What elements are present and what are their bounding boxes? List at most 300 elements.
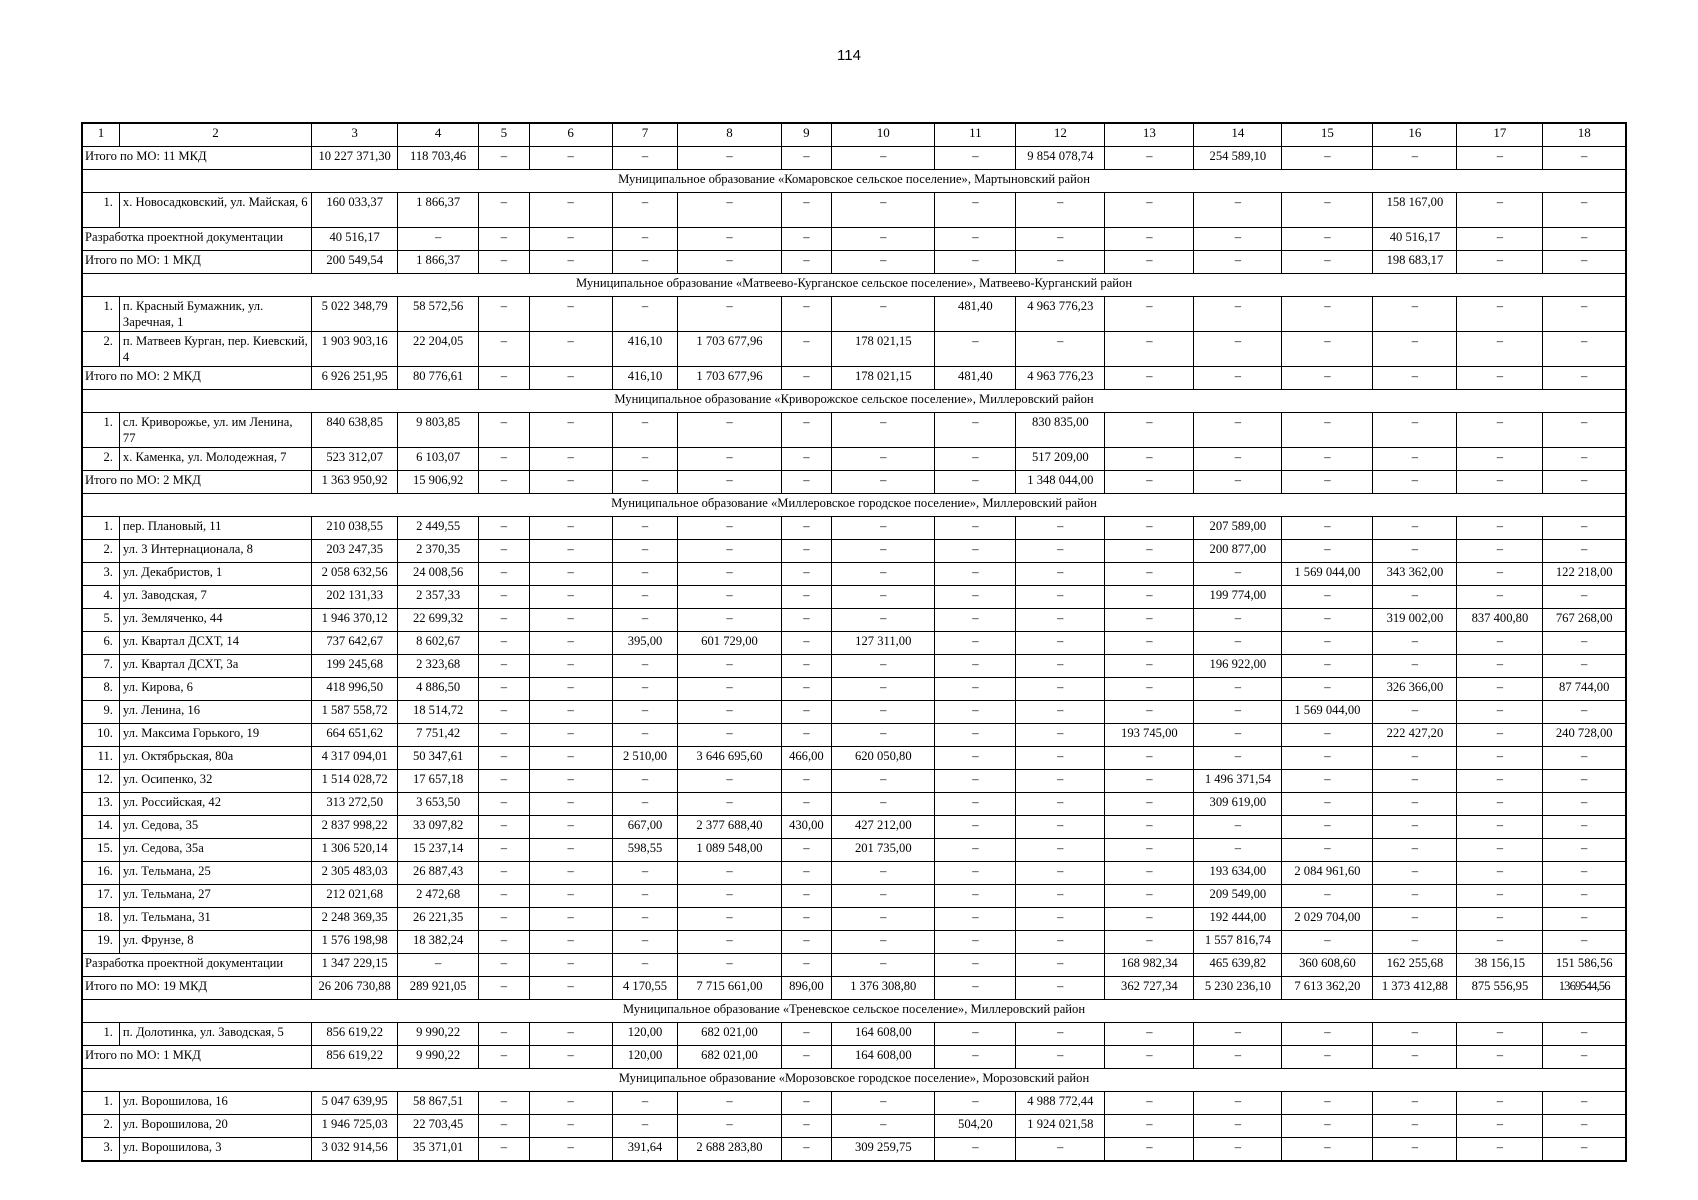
value-cell: – [935, 793, 1016, 816]
value-cell: – [1016, 747, 1105, 770]
value-cell: – [529, 1046, 612, 1069]
total-row [82, 977, 1626, 1000]
value-cell: – [1457, 563, 1543, 586]
value-cell: 2 058 632,56 [312, 563, 398, 586]
value-cell: – [479, 540, 530, 563]
value-cell: – [1282, 448, 1373, 471]
value-cell: – [529, 885, 612, 908]
value-cell: – [612, 448, 678, 471]
value-cell: – [479, 193, 530, 228]
column-number-cell: 4 [398, 123, 479, 147]
value-cell: – [935, 1138, 1016, 1162]
value-cell: – [1194, 609, 1282, 632]
total-row [82, 1046, 1626, 1069]
value-cell: – [935, 228, 1016, 251]
value-cell: – [479, 471, 530, 494]
value-cell: – [781, 540, 832, 563]
value-cell: – [529, 471, 612, 494]
value-cell: – [1194, 1046, 1282, 1069]
value-cell: – [832, 885, 935, 908]
value-cell: – [479, 1092, 530, 1115]
table-row [82, 586, 1626, 609]
row-number: 2. [82, 332, 119, 367]
value-cell: – [612, 885, 678, 908]
value-cell: – [935, 517, 1016, 540]
value-cell: – [1105, 632, 1194, 655]
value-cell: 767 268,00 [1543, 609, 1626, 632]
row-number: 1. [82, 297, 119, 332]
value-cell: – [1457, 816, 1543, 839]
value-cell: 2 029 704,00 [1282, 908, 1373, 931]
value-cell: – [1543, 908, 1626, 931]
value-cell: – [832, 586, 935, 609]
value-cell: – [781, 586, 832, 609]
table-row [82, 609, 1626, 632]
value-cell: 430,00 [781, 816, 832, 839]
value-cell: – [1543, 839, 1626, 862]
address-cell: ул. Седова, 35 [119, 816, 311, 839]
value-cell: – [479, 954, 530, 977]
column-number-cell: 13 [1105, 123, 1194, 147]
value-cell: – [1373, 586, 1457, 609]
row-number: 19. [82, 931, 119, 954]
value-cell: – [832, 540, 935, 563]
value-cell: – [529, 228, 612, 251]
value-cell: – [832, 193, 935, 228]
value-cell: – [529, 540, 612, 563]
value-cell: 601 729,00 [678, 632, 781, 655]
value-cell: – [529, 413, 612, 448]
value-cell: 1 569 044,00 [1282, 701, 1373, 724]
row-number: 1. [82, 1023, 119, 1046]
value-cell: – [1543, 793, 1626, 816]
column-number-cell: 7 [612, 123, 678, 147]
value-cell: 289 921,05 [398, 977, 479, 1000]
value-cell: – [781, 1138, 832, 1162]
value-cell: – [832, 413, 935, 448]
value-cell: 466,00 [781, 747, 832, 770]
value-cell: – [1016, 632, 1105, 655]
row-number: 13. [82, 793, 119, 816]
value-cell: 362 727,34 [1105, 977, 1194, 1000]
total-label: Итого по МО: 19 МКД [82, 977, 312, 1000]
value-cell: – [1282, 1023, 1373, 1046]
value-cell: 1 347 229,15 [312, 954, 398, 977]
address-cell: п. Долотинка, ул. Заводская, 5 [119, 1023, 311, 1046]
value-cell: – [1282, 839, 1373, 862]
value-cell: – [1457, 517, 1543, 540]
value-cell: – [1194, 251, 1282, 274]
value-cell: 200 549,54 [312, 251, 398, 274]
value-cell: – [1543, 586, 1626, 609]
table-row [82, 655, 1626, 678]
value-cell: 18 514,72 [398, 701, 479, 724]
value-cell: – [1373, 885, 1457, 908]
value-cell: – [1194, 471, 1282, 494]
address-cell: ул. Седова, 35а [119, 839, 311, 862]
value-cell: 2 305 483,03 [312, 862, 398, 885]
section-title: Муниципальное образование «Криворожское сельское поселение», Миллеровский район [82, 390, 1626, 413]
row-number: 14. [82, 816, 119, 839]
value-cell: 427 212,00 [832, 816, 935, 839]
value-cell: – [935, 413, 1016, 448]
value-cell: – [935, 655, 1016, 678]
value-cell: – [1373, 816, 1457, 839]
value-cell: – [1373, 793, 1457, 816]
value-cell: – [1282, 471, 1373, 494]
value-cell: – [1457, 655, 1543, 678]
value-cell: 1 348 044,00 [1016, 471, 1105, 494]
value-cell: – [1194, 1115, 1282, 1138]
value-cell: – [1543, 747, 1626, 770]
value-cell: 120,00 [612, 1023, 678, 1046]
value-cell: – [1105, 908, 1194, 931]
value-cell: – [935, 862, 1016, 885]
value-cell: 875 556,95 [1457, 977, 1543, 1000]
value-cell: – [1016, 816, 1105, 839]
value-cell: – [1457, 297, 1543, 332]
value-cell: – [1457, 193, 1543, 228]
column-number-cell: 8 [678, 123, 781, 147]
value-cell: 517 209,00 [1016, 448, 1105, 471]
value-cell: – [479, 228, 530, 251]
value-cell: – [781, 228, 832, 251]
value-cell: – [529, 609, 612, 632]
value-cell: – [1282, 793, 1373, 816]
value-cell: – [1105, 1023, 1194, 1046]
value-cell: 4 170,55 [612, 977, 678, 1000]
table-row [82, 747, 1626, 770]
value-cell: – [612, 1115, 678, 1138]
value-cell: – [678, 655, 781, 678]
value-cell: 1 306 520,14 [312, 839, 398, 862]
value-cell: 22 204,05 [398, 332, 479, 367]
value-cell: – [1282, 147, 1373, 170]
value-cell: 26 206 730,88 [312, 977, 398, 1000]
value-cell: – [678, 251, 781, 274]
table-row [82, 770, 1626, 793]
value-cell: – [1543, 1092, 1626, 1115]
value-cell: – [529, 724, 612, 747]
value-cell: – [1016, 885, 1105, 908]
value-cell: – [935, 885, 1016, 908]
value-cell: – [529, 632, 612, 655]
value-cell: – [1016, 678, 1105, 701]
address-cell: ул. 3 Интернационала, 8 [119, 540, 311, 563]
value-cell: – [678, 931, 781, 954]
value-cell: – [479, 747, 530, 770]
value-cell: – [479, 632, 530, 655]
value-cell: – [935, 816, 1016, 839]
value-cell: – [1543, 701, 1626, 724]
address-cell: ул. Тельмана, 25 [119, 862, 311, 885]
table-row [82, 1092, 1626, 1115]
value-cell: – [1016, 839, 1105, 862]
value-cell: 481,40 [935, 367, 1016, 390]
value-cell: – [781, 839, 832, 862]
value-cell: 178 021,15 [832, 367, 935, 390]
value-cell: – [479, 1115, 530, 1138]
value-cell: 2 370,35 [398, 540, 479, 563]
value-cell: 164 608,00 [832, 1023, 935, 1046]
value-cell: – [678, 724, 781, 747]
value-cell: – [1373, 540, 1457, 563]
value-cell: 309 619,00 [1194, 793, 1282, 816]
value-cell: – [1016, 251, 1105, 274]
value-cell: 2 357,33 [398, 586, 479, 609]
value-cell: – [1194, 747, 1282, 770]
address-cell: ул. Квартал ДСХТ, 14 [119, 632, 311, 655]
value-cell: – [1105, 862, 1194, 885]
value-cell: – [1194, 193, 1282, 228]
value-cell: – [1282, 885, 1373, 908]
value-cell: – [781, 193, 832, 228]
value-cell: – [1194, 332, 1282, 367]
value-cell: – [529, 701, 612, 724]
value-cell: – [832, 1115, 935, 1138]
value-cell: – [1543, 332, 1626, 367]
value-cell: – [1105, 448, 1194, 471]
value-cell: – [1016, 931, 1105, 954]
value-cell: – [1457, 862, 1543, 885]
value-cell: – [1373, 747, 1457, 770]
row-number: 2. [82, 540, 119, 563]
value-cell: 8 602,67 [398, 632, 479, 655]
value-cell: – [1016, 228, 1105, 251]
value-cell: – [612, 586, 678, 609]
value-cell: 22 699,32 [398, 609, 479, 632]
row-number: 7. [82, 655, 119, 678]
value-cell: – [1457, 793, 1543, 816]
value-cell: – [479, 839, 530, 862]
table-row [82, 193, 1626, 228]
value-cell: – [479, 977, 530, 1000]
value-cell: – [781, 678, 832, 701]
value-cell: 40 516,17 [1373, 228, 1457, 251]
value-cell: – [1373, 908, 1457, 931]
value-cell: – [479, 793, 530, 816]
value-cell: – [1016, 701, 1105, 724]
table-row [82, 839, 1626, 862]
value-cell: – [529, 747, 612, 770]
row-number: 18. [82, 908, 119, 931]
value-cell: 6 103,07 [398, 448, 479, 471]
value-cell: – [1457, 1115, 1543, 1138]
value-cell: – [1194, 297, 1282, 332]
value-cell: – [479, 297, 530, 332]
value-cell: – [935, 609, 1016, 632]
value-cell: – [529, 678, 612, 701]
value-cell: – [678, 609, 781, 632]
value-cell: 158 167,00 [1373, 193, 1457, 228]
value-cell: 1 703 677,96 [678, 367, 781, 390]
value-cell: 178 021,15 [832, 332, 935, 367]
table-row [82, 563, 1626, 586]
row-number: 17. [82, 885, 119, 908]
value-cell: – [529, 332, 612, 367]
value-cell: – [1105, 413, 1194, 448]
value-cell: – [678, 540, 781, 563]
value-cell: – [935, 724, 1016, 747]
value-cell: – [1105, 586, 1194, 609]
total-label: Итого по МО: 1 МКД [82, 1046, 312, 1069]
value-cell: – [529, 1023, 612, 1046]
value-cell: 35 371,01 [398, 1138, 479, 1162]
value-cell: – [1457, 770, 1543, 793]
row-number: 11. [82, 747, 119, 770]
value-cell: – [1282, 251, 1373, 274]
value-cell: 2 688 283,80 [678, 1138, 781, 1162]
value-cell: – [1373, 1115, 1457, 1138]
value-cell: – [1282, 724, 1373, 747]
value-cell: 360 608,60 [1282, 954, 1373, 977]
value-cell: – [612, 678, 678, 701]
value-cell: 2 377 688,40 [678, 816, 781, 839]
table-row [82, 701, 1626, 724]
value-cell: 160 033,37 [312, 193, 398, 228]
value-cell: – [1543, 931, 1626, 954]
value-cell: – [1194, 228, 1282, 251]
value-cell: – [832, 678, 935, 701]
value-cell: – [398, 954, 479, 977]
section-header-row [82, 494, 1626, 517]
value-cell: – [1105, 816, 1194, 839]
table-row [82, 931, 1626, 954]
value-cell: – [479, 724, 530, 747]
value-cell: – [1457, 632, 1543, 655]
value-cell: – [1194, 816, 1282, 839]
value-cell: – [1457, 724, 1543, 747]
value-cell: 38 156,15 [1457, 954, 1543, 977]
value-cell: – [935, 701, 1016, 724]
value-cell: – [1105, 1115, 1194, 1138]
value-cell: 254 589,10 [1194, 147, 1282, 170]
value-cell: – [1105, 228, 1194, 251]
value-cell: – [935, 147, 1016, 170]
value-cell: – [612, 147, 678, 170]
value-cell: 210 038,55 [312, 517, 398, 540]
value-cell: – [529, 793, 612, 816]
value-cell: 3 653,50 [398, 793, 479, 816]
row-number: 1. [82, 517, 119, 540]
value-cell: – [678, 228, 781, 251]
value-cell: – [612, 770, 678, 793]
value-cell: – [832, 908, 935, 931]
value-cell: 15 906,92 [398, 471, 479, 494]
value-cell: 1 376 308,80 [832, 977, 935, 1000]
value-cell: – [1457, 448, 1543, 471]
value-cell: 193 634,00 [1194, 862, 1282, 885]
value-cell: 4 886,50 [398, 678, 479, 701]
column-number-cell: 1 [82, 123, 119, 147]
value-cell: – [1457, 540, 1543, 563]
value-cell: 18 382,24 [398, 931, 479, 954]
value-cell: 664 651,62 [312, 724, 398, 747]
value-cell: – [529, 655, 612, 678]
section-header-row [82, 390, 1626, 413]
value-cell: – [479, 367, 530, 390]
value-cell: 240 728,00 [1543, 724, 1626, 747]
value-cell: – [479, 1023, 530, 1046]
value-cell: 3 032 914,56 [312, 1138, 398, 1162]
value-cell: – [678, 448, 781, 471]
value-cell: – [678, 885, 781, 908]
value-cell: – [1543, 1115, 1626, 1138]
value-cell: – [612, 251, 678, 274]
table-row [82, 540, 1626, 563]
value-cell: – [1373, 517, 1457, 540]
value-cell: – [1282, 816, 1373, 839]
value-cell: – [1543, 770, 1626, 793]
value-cell: – [479, 1046, 530, 1069]
column-number-cell: 18 [1543, 123, 1626, 147]
value-cell: – [1016, 193, 1105, 228]
value-cell: – [1282, 747, 1373, 770]
value-cell: – [678, 517, 781, 540]
value-cell: – [1543, 147, 1626, 170]
value-cell: – [1016, 563, 1105, 586]
value-cell: – [935, 586, 1016, 609]
value-cell: – [529, 367, 612, 390]
value-cell: – [1105, 609, 1194, 632]
value-cell: – [612, 297, 678, 332]
value-cell: – [1373, 413, 1457, 448]
value-cell: – [1282, 609, 1373, 632]
value-cell: – [1543, 885, 1626, 908]
column-number-row [82, 123, 1626, 147]
address-cell: ул. Ворошилова, 20 [119, 1115, 311, 1138]
value-cell: 207 589,00 [1194, 517, 1282, 540]
value-cell: 80 776,61 [398, 367, 479, 390]
value-cell: – [1016, 517, 1105, 540]
address-cell: ул. Фрунзе, 8 [119, 931, 311, 954]
value-cell: 203 247,35 [312, 540, 398, 563]
row-number: 2. [82, 448, 119, 471]
address-cell: ул. Кирова, 6 [119, 678, 311, 701]
value-cell: 200 877,00 [1194, 540, 1282, 563]
value-cell: 7 751,42 [398, 724, 479, 747]
column-number-cell: 16 [1373, 123, 1457, 147]
value-cell: – [781, 609, 832, 632]
value-cell: – [1194, 1092, 1282, 1115]
value-cell: – [935, 1046, 1016, 1069]
value-cell: – [612, 609, 678, 632]
value-cell: 309 259,75 [832, 1138, 935, 1162]
total-label: Разработка проектной документации [82, 228, 312, 251]
value-cell: 1 373 412,88 [1373, 977, 1457, 1000]
value-cell: 1 569 044,00 [1282, 563, 1373, 586]
value-cell: – [612, 954, 678, 977]
value-cell: 682 021,00 [678, 1046, 781, 1069]
value-cell: – [1457, 1092, 1543, 1115]
value-cell: 481,40 [935, 297, 1016, 332]
value-cell: – [529, 839, 612, 862]
value-cell: – [1457, 251, 1543, 274]
value-cell: – [1194, 632, 1282, 655]
section-title: Муниципальное образование «Морозовское городское поселение», Морозовский район [82, 1069, 1626, 1092]
table-row [82, 448, 1626, 471]
value-cell: – [1373, 471, 1457, 494]
value-cell: – [832, 701, 935, 724]
value-cell: – [529, 1115, 612, 1138]
value-cell: – [935, 954, 1016, 977]
value-cell: 4 963 776,23 [1016, 297, 1105, 332]
value-cell: 416,10 [612, 332, 678, 367]
value-cell: – [1373, 1046, 1457, 1069]
value-cell: 201 735,00 [832, 839, 935, 862]
value-cell: – [678, 701, 781, 724]
value-cell: – [1016, 332, 1105, 367]
